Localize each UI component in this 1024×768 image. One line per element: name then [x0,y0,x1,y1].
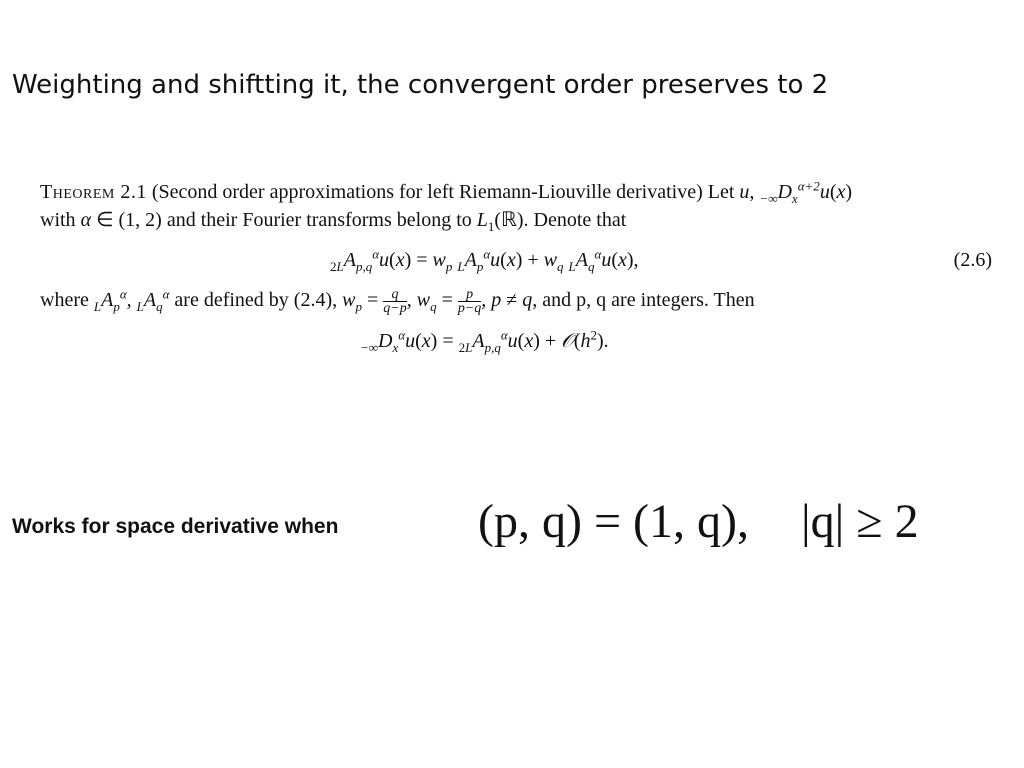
condition-bound: |q| ≥ 2 [801,495,919,548]
integers-text: and p, q are integers. Then [542,289,755,311]
where-text: where [40,289,89,311]
equation-2-6-formula: $_{2L}A_{p,q}^\alpha u(x) = w_p$ $_LA_p^\alpha u(x) + w_q$ $_LA_q^\alpha u(x)$, [330,246,639,274]
theorem-line-2: with α ∈ (1, 2) and their Fourier transforms belong to $L_1(ℝ)$. Denote that [40,209,627,234]
condition-pair: (p, q) = (1, q), [478,495,750,548]
equation-conclusion-formula: $_{-\infty}D_x^\alpha u(x) = _{2L}A_{p,q}^\alpha u(x)$ + $𝒪(h^2)$. [360,327,609,355]
condition-formula [478,494,919,549]
defined-text: are defined by (2.4), [174,289,338,311]
equation-number: (2.6) [953,249,992,271]
theorem-line-where [40,286,1000,315]
fourier-text: and their Fourier transforms belong to [166,209,472,231]
theorem-let-math: u [739,181,750,203]
l1-space-math: $L_1(ℝ)$ [476,209,524,234]
weights-math: $w_p$ = $\frac{q}{q-p}$ , $w_q$ = $\frac{p}{p-q}$ , p ≠ q, [342,286,538,316]
theorem-line-1: Theorem 2.1 (Second order approximations for left Riemann-Liouville derivative) Let u, $_{-\infty}D_x^{\alpha+2}u(x)$ [40,178,853,206]
equation-2-6 [40,240,1000,280]
alpha-range-math: α ∈ (1, 2) [80,209,162,231]
equation-conclusion [40,321,1000,361]
denote-text: . Denote that [523,209,627,231]
derivative-operator-alpha2: $_{-\infty}D_x^{\alpha+2}u(x)$ [759,178,853,206]
theorem-label: Theorem 2.1 [40,181,147,203]
theorem-block [40,178,1000,367]
slide-heading: Weighting and shiftting it, the convergent order preserves to 2 [12,70,829,100]
operators-math: $_LA_p^\alpha$, $_LA_q^\alpha$ [93,286,170,314]
theorem-title: (Second order approximations for left Riemann-Liouville derivative) [151,181,703,203]
theorem-let: Let [707,181,735,203]
works-label: Works for space derivative when [12,515,339,538]
